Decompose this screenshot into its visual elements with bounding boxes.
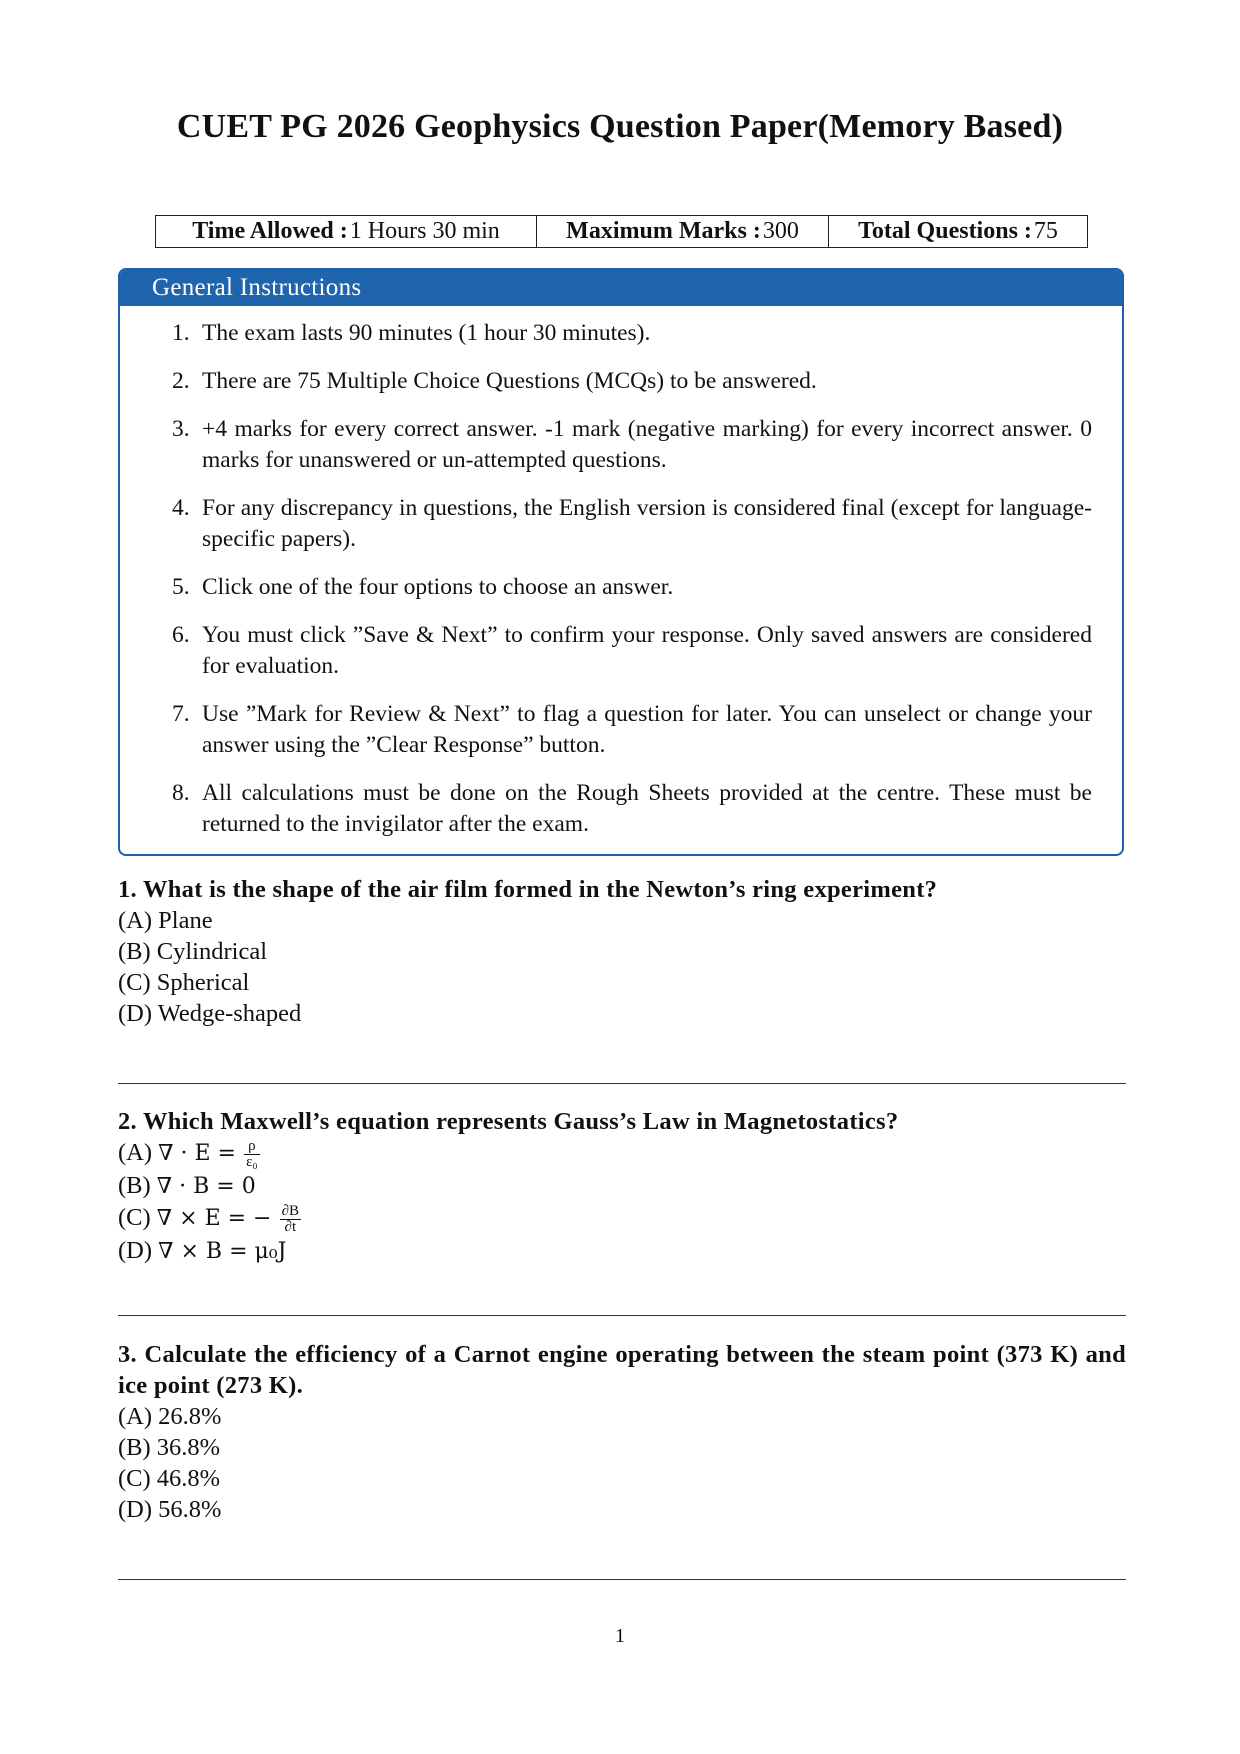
question-1: [118, 874, 1126, 1029]
option-d: (D) Wedge-shaped: [118, 1000, 302, 1027]
max-marks-cell: [537, 216, 829, 247]
option-d: [118, 1235, 1126, 1267]
option-c: (C) Spherical: [118, 969, 250, 996]
instruction-text: For any discrepancy in questions, the English version is considered final (except for language-specific papers).: [202, 495, 1092, 552]
option-b: [118, 1170, 1126, 1202]
page-number: 1: [615, 1625, 625, 1647]
option-d: (D) 56.8%: [118, 1496, 222, 1523]
instruction-number: 4.: [172, 495, 190, 521]
instruction-item: [172, 699, 1092, 761]
question-2: [118, 1106, 1126, 1267]
general-instructions-box: [118, 268, 1124, 856]
instruction-number: 8.: [172, 780, 190, 806]
option-label: (A): [118, 1139, 153, 1166]
instruction-number: 5.: [172, 574, 190, 600]
fraction-denominator: ε₀: [246, 1153, 258, 1170]
question-text: 3. Calculate the efficiency of a Carnot engine operating between the steam point (373 K) and ice point (273 K).: [118, 1341, 1126, 1399]
instruction-item: [172, 572, 1092, 603]
instruction-text: You must click ”Save & Next” to confirm your response. Only saved answers are considered for evaluation.: [202, 622, 1092, 679]
exam-meta-table: [155, 215, 1088, 248]
page-title: CUET PG 2026 Geophysics Question Paper(Memory Based): [176, 108, 1064, 145]
instructions-heading: General Instructions: [120, 270, 1122, 306]
equation: ∇ × B = μ₀J: [158, 1238, 287, 1264]
time-allowed-value: 1 Hours 30 min: [349, 218, 500, 244]
option-a: [118, 1137, 1126, 1170]
option-label: (D): [118, 1236, 153, 1264]
option-c: (C) 46.8%: [118, 1465, 221, 1492]
max-marks-value: 300: [762, 218, 799, 244]
question-divider: [118, 1579, 1126, 1580]
fraction-numerator: ρ: [244, 1139, 260, 1155]
question-divider: [118, 1315, 1126, 1316]
option-b: (B) Cylindrical: [118, 938, 268, 965]
instruction-number: 6.: [172, 622, 190, 648]
instruction-item: [172, 493, 1092, 555]
equation-lhs: ∇ × E = −: [156, 1205, 272, 1231]
instruction-text: Use ”Mark for Review & Next” to flag a question for later. You can unselect or change your answer using the ”Clear Response” button.: [202, 701, 1092, 758]
instruction-text: The exam lasts 90 minutes (1 hour 30 minutes).: [202, 320, 651, 346]
option-label: (C): [118, 1203, 151, 1231]
instruction-number: 2.: [172, 368, 190, 394]
fraction-denominator: ∂t: [284, 1218, 297, 1235]
time-allowed-label: Time Allowed :: [192, 218, 348, 244]
question-text: 1. What is the shape of the air film formed in the Newton’s ring experiment?: [118, 876, 938, 903]
equation: ∇ · B = 0: [156, 1173, 256, 1199]
option-c: [118, 1202, 1126, 1235]
option-a: (A) Plane: [118, 907, 213, 934]
question-divider: [118, 1083, 1126, 1084]
total-questions-value: 75: [1033, 218, 1058, 244]
instruction-text: Click one of the four options to choose an answer.: [202, 574, 674, 600]
total-questions-cell: [829, 216, 1087, 247]
instruction-text: There are 75 Multiple Choice Questions (MCQs) to be answered.: [202, 368, 817, 394]
instruction-number: 3.: [172, 416, 190, 442]
option-a: (A) 26.8%: [118, 1403, 222, 1430]
equation-lhs: ∇ · E =: [158, 1141, 236, 1166]
option-label: (B): [118, 1171, 151, 1199]
total-questions-label: Total Questions :: [858, 218, 1032, 244]
instructions-list: [172, 318, 1092, 856]
instruction-number: 1.: [172, 320, 190, 346]
max-marks-label: Maximum Marks :: [566, 218, 761, 244]
fraction: [280, 1204, 301, 1235]
instruction-item: [172, 620, 1092, 682]
time-allowed-cell: [156, 216, 537, 247]
option-b: (B) 36.8%: [118, 1434, 221, 1461]
fraction-numerator: ∂B: [281, 1202, 300, 1219]
instruction-item: [172, 778, 1092, 840]
instruction-text: All calculations must be done on the Rough Sheets provided at the centre. These must be returned to the invigilator after the exam.: [202, 780, 1092, 837]
instruction-item: [172, 414, 1092, 476]
instruction-item: [172, 366, 1092, 397]
instruction-text: +4 marks for every correct answer. -1 mark (negative marking) for every incorrect answer. 0 marks for unanswered or un-attempted questions.: [202, 416, 1092, 473]
fraction: [244, 1139, 260, 1170]
instruction-number: 7.: [172, 701, 190, 727]
question-text: 2. Which Maxwell’s equation represents Gauss’s Law in Magnetostatics?: [118, 1108, 899, 1135]
question-3: [118, 1339, 1126, 1525]
instruction-item: [172, 318, 1092, 349]
